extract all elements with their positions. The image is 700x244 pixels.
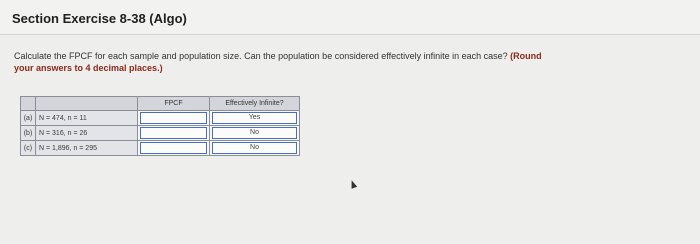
table-header-row: [21, 97, 300, 111]
header-blank-label: [21, 97, 36, 111]
rounding-note-end: your answers to 4 decimal places.): [14, 63, 163, 73]
fpcf-input-c[interactable]: [140, 142, 207, 154]
row-label: (c): [21, 141, 36, 156]
fpcf-input-a[interactable]: [140, 112, 207, 124]
header-effectively-infinite: Effectively Infinite?: [210, 97, 300, 111]
mouse-cursor-icon: [349, 179, 357, 189]
row-description: N = 1,896, n = 295: [36, 141, 138, 156]
header-fpcf: FPCF: [138, 97, 210, 111]
question-body: Calculate the FPCF for each sample and population size. Can the population be considered effectively infinite in each case?: [14, 51, 508, 61]
effective-cell: [210, 126, 300, 141]
effective-cell: [210, 111, 300, 126]
table-row: [21, 111, 300, 126]
row-description: N = 316, n = 26: [36, 126, 138, 141]
effective-cell: [210, 141, 300, 156]
page-title: Section Exercise 8-38 (Algo): [12, 11, 187, 26]
fpcf-input-b[interactable]: [140, 127, 207, 139]
header-blank-desc: [36, 97, 138, 111]
fpcf-cell: [138, 111, 210, 126]
effective-select-b[interactable]: No: [212, 127, 297, 139]
table-row: [21, 126, 300, 141]
rounding-note-start: (Round: [510, 51, 542, 61]
row-label: (a): [21, 111, 36, 126]
effective-select-c[interactable]: No: [212, 142, 297, 154]
fpcf-cell: [138, 141, 210, 156]
effective-select-a[interactable]: Yes: [212, 112, 297, 124]
question-text: [14, 50, 674, 74]
table-row: [21, 141, 300, 156]
row-description: N = 474, n = 11: [36, 111, 138, 126]
answer-table: [20, 96, 300, 156]
fpcf-cell: [138, 126, 210, 141]
row-label: (b): [21, 126, 36, 141]
